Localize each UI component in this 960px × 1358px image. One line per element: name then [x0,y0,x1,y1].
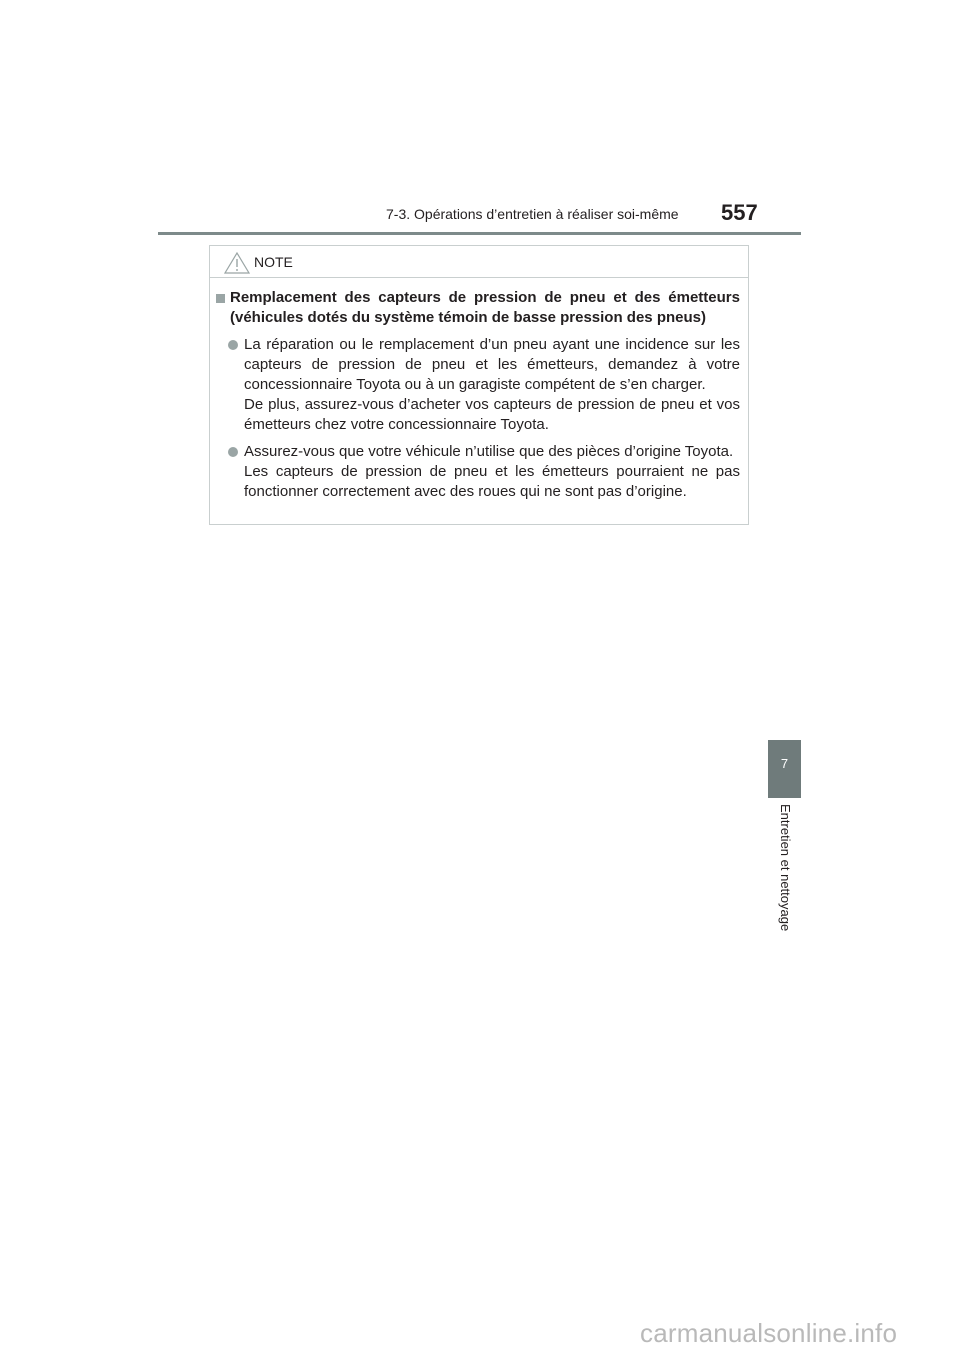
note-item [216,335,740,435]
note-body [210,288,748,502]
note-item [216,442,740,502]
note-item-line: De plus, assurez-vous d’acheter vos capteurs de pression de pneu et vos émetteurs chez votre concessionnaire Toyota. [244,396,740,433]
section-header: 7-3. Opérations d’entretien à réaliser soi-même [386,206,679,222]
chapter-title-tab [768,798,801,954]
header-rule [158,232,801,235]
page-number: 557 [721,200,758,225]
chapter-tab [768,740,801,798]
chapter-number: 7 [780,756,789,771]
circle-bullet-icon [228,447,238,457]
note-header [210,246,748,278]
note-item-text [244,335,740,435]
note-title: Remplacement des capteurs de pression de pneu et des émetteurs (véhicules dotés du système témoin de basse pression des pneus) [230,289,740,326]
note-item-line: Assurez-vous que votre véhicule n’utilise que des pièces d’origine Toyota. [244,443,734,460]
note-box [209,245,749,525]
watermark: carmanualsonline.info [640,1318,898,1348]
circle-bullet-icon [228,340,238,350]
warning-triangle-icon [224,252,250,274]
square-bullet-icon [216,294,225,303]
note-item-text [244,442,740,502]
note-title-row [216,288,740,328]
note-item-line: La réparation ou le remplacement d’un pneu ayant une incidence sur les capteurs de pression de pneu et les émetteurs, demandez à votre concessionnaire Toyota ou à un garagiste compétent de s’en charger. [244,336,740,393]
chapter-title: Entretien et nettoyage [778,804,793,932]
note-item-line: Les capteurs de pression de pneu et les émetteurs pourraient ne pas fonctionner correctement avec des roues qui ne sont pas d’origine. [244,463,740,500]
note-label: NOTE [254,254,293,270]
